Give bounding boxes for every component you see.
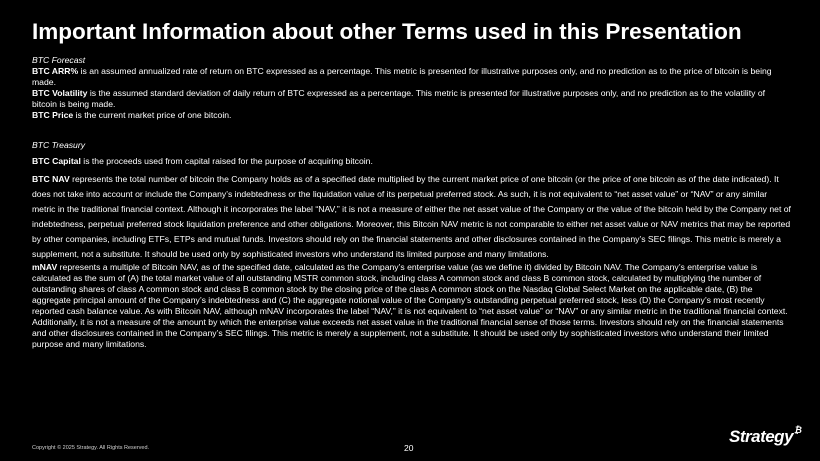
definition-btc-nav xyxy=(32,172,792,262)
definition-btc-price xyxy=(32,110,792,121)
term-label: BTC Volatility xyxy=(32,88,88,98)
term-label: BTC NAV xyxy=(32,174,70,184)
definition-btc-volatility xyxy=(32,88,792,110)
term-label: BTC ARR% xyxy=(32,66,79,76)
term-text: is the proceeds used from capital raised for the purpose of acquiring bitcoin. xyxy=(80,156,373,166)
strategy-logo xyxy=(729,427,801,447)
definition-btc-capital xyxy=(32,156,792,167)
term-label: BTC Price xyxy=(32,110,74,120)
copyright-notice: Copyright © 2025 Strategy. All Rights Reserved. xyxy=(32,445,150,451)
term-text: is an assumed annualized rate of return on BTC expressed as a percentage. This metric is presented for illustrative purposes only, and no prediction as to the price of bitcoin is being made. xyxy=(32,66,772,87)
section-spacer xyxy=(32,121,792,140)
page-number: 20 xyxy=(404,443,414,453)
page-title: Important Information about other Terms used in this Presentation xyxy=(32,19,742,44)
term-label: BTC Capital xyxy=(32,156,81,166)
term-text: represents a multiple of Bitcoin NAV, as of the specified date, calculated as the Company’s enterprise value (as we define it) divided by Bitcoin NAV. The Company’s enterprise value is calculated as the sum of (A) the total market value of all outstanding MSTR common stock, including class A common stock and class B common stock, calculated by multiplying the number of outstanding shares of class A common stock and class B common stock by the closing price of the class A common stock on the Nasdaq Global Select Market on the applicable date, (B) the aggregate principal amount of the Company’s indebtedness and (C) the aggregate notional value of the Company’s outstanding perpetual preferred stock, less (D) the Company’s most recently reported cash balance value. As with Bitcoin NAV, although mNAV incorporates the label “NAV,” it is not equivalent to “net asset value” or “NAV” or any similar metric in the traditional financial context. Additionally, it is not a measure of the amount by which the enterprise value exceeds net asset value in the traditional financial sense of those terms. Investors should rely on the financial statements and other disclosures contained in the Company’s SEC filings. This metric is merely a supplement, not a substitute. It should be used only by sophisticated investors who understand their limited purpose and many limitations. xyxy=(32,262,788,349)
definition-btc-arr xyxy=(32,66,792,88)
definition-mnav xyxy=(32,262,792,350)
terms-content xyxy=(32,55,792,350)
term-text: is the current market price of one bitcoin. xyxy=(73,110,232,120)
logo-text: Strategy xyxy=(729,427,794,446)
forecast-heading: BTC Forecast xyxy=(32,55,86,65)
term-text: is the assumed standard deviation of daily return of BTC expressed as a percentage. This metric is presented for illustrative purposes only, and no prediction as to the volatility of bitcoin is being made. xyxy=(32,88,766,109)
term-label: mNAV xyxy=(32,262,58,272)
bitcoin-icon: ₿ xyxy=(794,425,802,436)
treasury-heading: BTC Treasury xyxy=(32,140,86,150)
term-text: represents the total number of bitcoin the Company holds as of a specified date multiplied by the current market price of one bitcoin (or the price of one bitcoin as of the date indicated). It does not take into account or include the Company’s indebtedness or the liquidation value of its perpetual preferred stock. As such, it is not equivalent to “net asset value” or “NAV” or any similar metric in the traditional financial context. Although it incorporates the label “NAV,” it is not a measure of either the net asset value of the Company or the value of the bitcoin held by the Company net of indebtedness, perpetual preferred stock liquidation preference and other obligations. Moreover, this Bitcoin NAV metric is not comparable to either net asset value or NAV metrics that may be reported by other companies, including ETFs, ETPs and mutual funds. Investors should rely on the financial statements and other disclosures contained in the Company’s SEC filings. This metric is merely a supplement, not a substitute. It should be used only by sophisticated investors who understand its limited purpose and many limitations. xyxy=(32,174,791,259)
